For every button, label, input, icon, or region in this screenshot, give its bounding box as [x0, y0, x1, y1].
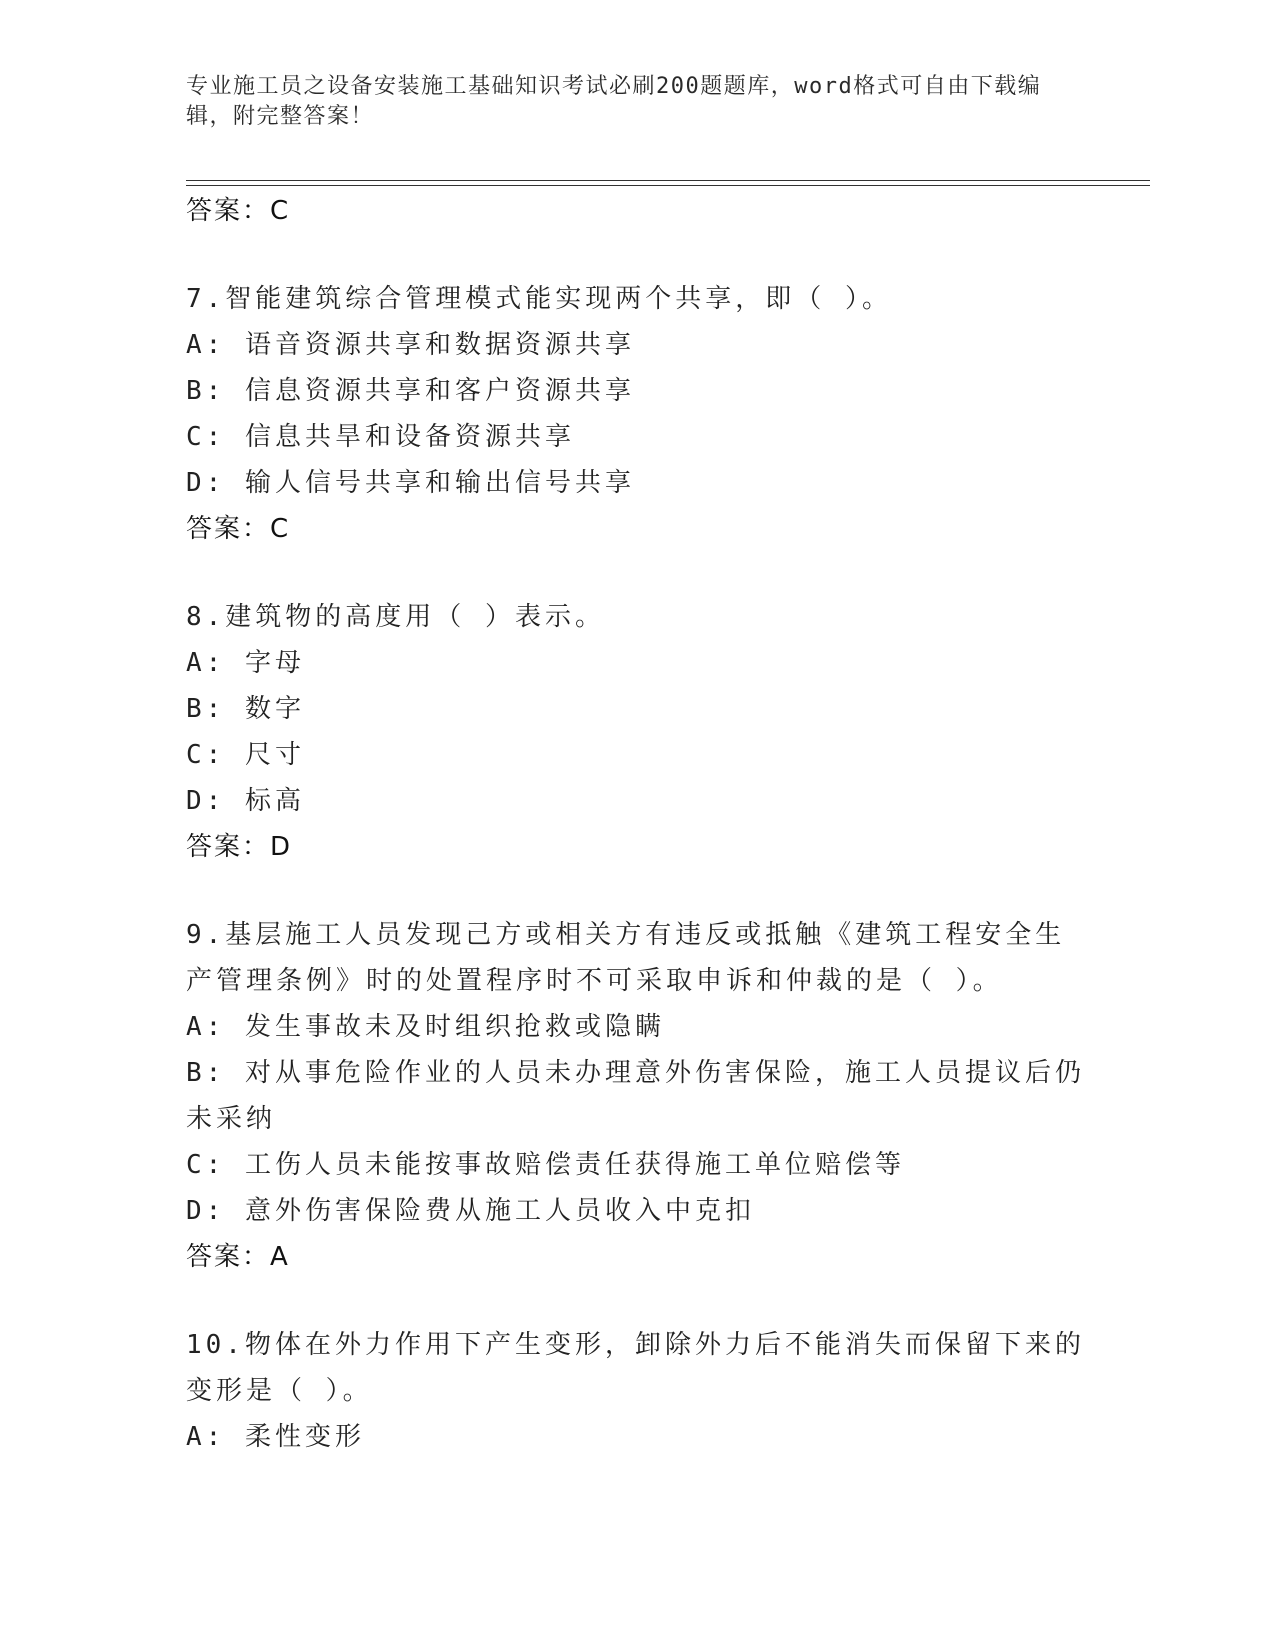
document-header: 专业施工员之设备安装施工基础知识考试必刷200题题库，word格式可自由下载编辑，附完整答案！	[186, 74, 1042, 129]
question-block-10	[186, 1322, 1086, 1460]
question-block-6-tail	[186, 188, 1086, 234]
option-a: A: 语音资源共享和数据资源共享	[186, 330, 635, 360]
answer-line: 答案：C	[186, 196, 291, 226]
question-text: 8.建筑物的高度用（ ）表示。	[186, 602, 605, 632]
option-c: C: 信息共旱和设备资源共享	[186, 422, 575, 452]
option-d: D: 输人信号共享和输出信号共享	[186, 468, 635, 498]
option-a: A: 字母	[186, 648, 305, 678]
header-divider-bottom	[186, 185, 1150, 186]
header-divider-top	[186, 180, 1150, 181]
question-text: 7.智能建筑综合管理模式能实现两个共享，即（ ）。	[186, 284, 892, 314]
question-block-8	[186, 594, 1086, 870]
question-block-7	[186, 276, 1086, 552]
answer-line: 答案：D	[186, 832, 293, 862]
question-text: 10.物体在外力作用下产生变形，卸除外力后不能消失而保留下来的变形是（ ）。	[186, 1330, 1085, 1406]
option-d: D: 标高	[186, 786, 305, 816]
option-a: A: 发生事故未及时组织抢救或隐瞒	[186, 1012, 665, 1042]
option-b: B: 信息资源共享和客户资源共享	[186, 376, 635, 406]
option-a: A: 柔性变形	[186, 1422, 365, 1452]
option-b: B: 数字	[186, 694, 305, 724]
option-d: D: 意外伤害保险费从施工人员收入中克扣	[186, 1196, 755, 1226]
question-block-9	[186, 912, 1086, 1280]
answer-line: 答案：C	[186, 514, 291, 544]
question-text: 9.基层施工人员发现己方或相关方有违反或抵触《建筑工程安全生产管理条例》时的处置程序时不可采取申诉和仲裁的是（ ）。	[186, 920, 1066, 996]
option-c: C: 工伤人员未能按事故赔偿责任获得施工单位赔偿等	[186, 1150, 905, 1180]
option-b: B: 对从事危险作业的人员未办理意外伤害保险，施工人员提议后仍未采纳	[186, 1058, 1085, 1134]
answer-line: 答案：A	[186, 1242, 290, 1272]
option-c: C: 尺寸	[186, 740, 305, 770]
question-list	[186, 188, 1086, 1460]
